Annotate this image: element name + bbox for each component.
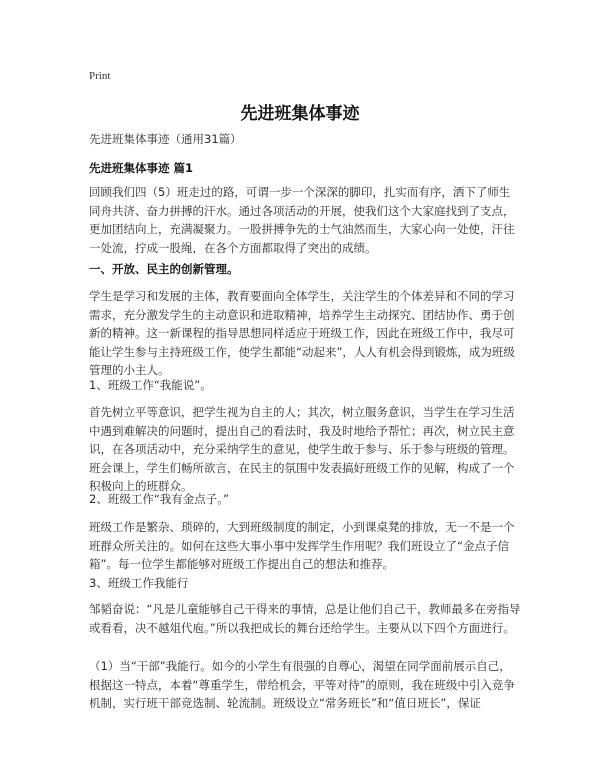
heading: 1、班级工作“我能说”。 [89, 378, 212, 392]
document-title: 先进班集体事迹 [240, 104, 360, 124]
print-label[interactable]: Print [89, 70, 111, 82]
section-title: 先进班集体事迹 篇1 [89, 161, 194, 175]
paragraph: 首先树立平等意识，把学生视为自主的人；其次，树立服务意识，当学生在学习生活中遇到难解决的问题时，提出自己的看法时，我及时地给予帮忙；再次，树立民主意识，在各项活动中，充分采纳学生的意见，使学生敢于参与、乐于参与班级的管理。班会课上，学生们畅所欲言，在民主的氛围中发表搞好班级工作的见解，构成了一个积极向上的班群众。 [89, 405, 515, 493]
paragraph: （1）当“干部”我能行。如今的小学生有很强的自尊心，渴望在同学面前展示自己，根据这一特点，本着“尊重学生，带给机会，平等对待”的原则，我在班级中引入竞争机制，实行班干部竞选制、轮流制。班级设立“常务班长”和“值日班长”，保证 [89, 659, 515, 710]
heading: 一、开放、民主的创新管理。 [89, 262, 239, 276]
paragraph: 学生是学习和发展的主体，教育要面向全体学生，关注学生的个体差异和不同的学习需求，充分激发学生的主动意识和进取精神，培养学生主动探究、团结协作、勇于创新的精神。这一新课程的指导思想同样适应于班级工作，因此在班级工作中，我尽可能让学生参与主持班级工作，使学生都能“动起来”，人人有机会得到锻炼，成为班级管理的小主人。 [89, 289, 515, 377]
paragraph: 邹韬奋说：“凡是儿童能够自己干得来的事情，总是让他们自己干，教师最多在旁指导或看看，决不越俎代庖。”所以我把成长的舞台还给学生。主要从以下四个方面进行。 [89, 602, 521, 635]
heading: 2、班级工作“我有金点子。” [89, 492, 229, 506]
heading: 3、班级工作我能行 [89, 576, 189, 590]
paragraph: 班级工作是繁杂、琐碎的，大到班级制度的制定，小到课桌凳的排放，无一不是一个班群众所关注的。如何在这些大事小事中发挥学生作用呢？我们班设立了“金点子信箱”。每一位学生都能够对班级工作提出自己的想法和推荐。 [89, 520, 515, 571]
paragraph: 回顾我们四（5）班走过的路，可谓一步一个深深的脚印，扎实而有序，洒下了师生同舟共济、奋力拼搏的汗水。通过各项活动的开展，使我们这个大家庭找到了支点，更加团结向上，充满凝聚力。一股拼搏争先的士气油然而生，大家心向一处使，汗往一处流，拧成一股绳，在各个方面都取得了突出的成绩。 [89, 185, 515, 255]
document-subtitle: 先进班集体事迹（通用31篇） [89, 132, 242, 146]
